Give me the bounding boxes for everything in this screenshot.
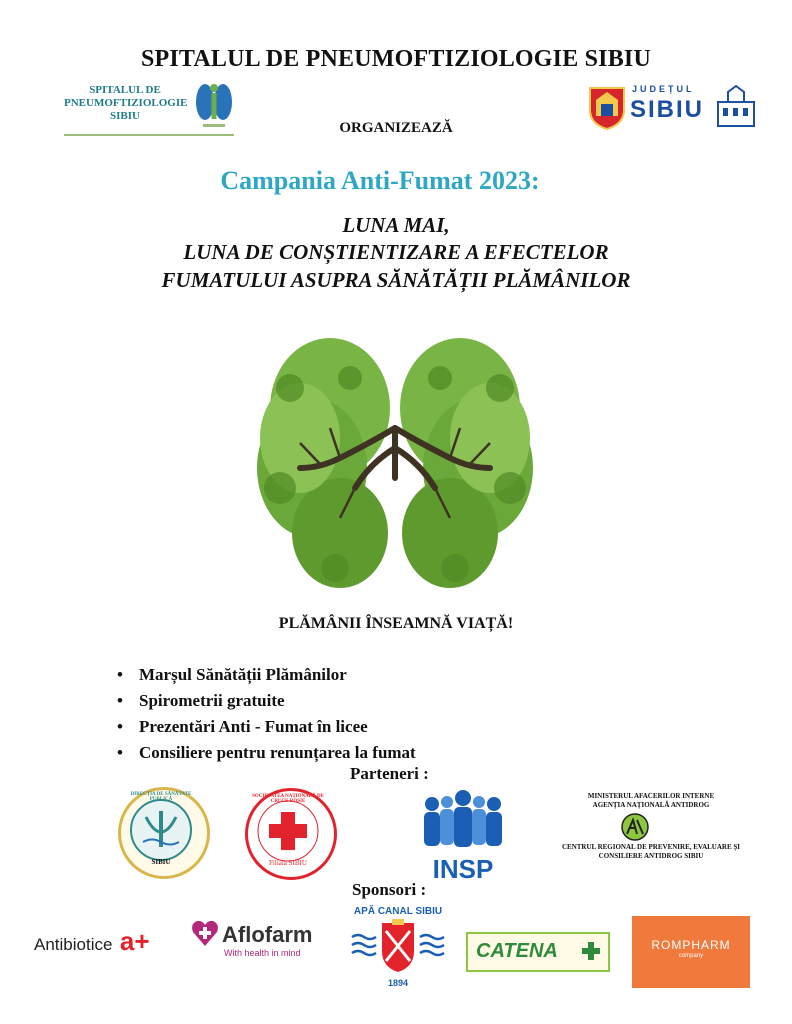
- apa-canal-sibiu-logo: APĂ CANAL SIBIU 1894: [348, 906, 448, 990]
- rompharm-logo: ROMPHARM company: [632, 916, 750, 988]
- ana-antidrog-logo: MINISTERUL AFACERILOR INTERNE AGENȚIA NAȚIONALĂ ANTIDROG CENTRUL REGIONAL DE PREVENIRE, EVALUARE ȘI CONSILIERE ANTIDROG SIBIU: [561, 792, 741, 860]
- list-item: • Consiliere pentru renunțarea la fumat: [117, 740, 416, 766]
- red-cross-sibiu-logo: SOCIETATEA NAȚIONALĂ DE CRUCE ROȘIE Filiala SIBIU: [245, 788, 337, 880]
- hospital-logo-text: SPITALUL DE PNEUMOFTIZIOLOGIE SIBIU: [64, 84, 188, 122]
- page-title: SPITALUL DE PNEUMOFTIZIOLOGIE SIBIU: [140, 46, 651, 72]
- campaign-theme-line-3: FUMATULUI ASUPRA SĂNĂTĂȚII PLĂMÂNILOR: [161, 268, 631, 292]
- insp-logo: INSP: [418, 790, 508, 880]
- people-group-icon: [418, 790, 508, 850]
- county-logo-line2: SIBIU: [630, 96, 705, 123]
- campaign-theme-line-2: LUNA DE CONȘTIENTIZARE A EFECTELOR: [183, 240, 609, 264]
- dsp-sibiu-logo: DIRECȚIA DE SĂNĂTATE PUBLICĂ SIBIU: [118, 787, 210, 879]
- bullet-icon: •: [117, 691, 123, 710]
- bullet-icon: •: [117, 743, 123, 762]
- catena-logo: CATENA: [466, 932, 610, 972]
- campaign-theme-line-1: LUNA MAI,: [342, 213, 450, 237]
- list-item: • Marșul Sănătății Plămânilor: [117, 662, 416, 688]
- list-item: • Prezentări Anti - Fumat în licee: [117, 714, 416, 740]
- antibiotice-logo: Antibiotice a+: [34, 926, 150, 956]
- bullet-icon: •: [117, 665, 123, 684]
- county-logo-line1: JUDEȚUL: [632, 84, 695, 94]
- list-item: • Spirometrii gratuite: [117, 688, 416, 714]
- aflofarm-heart-icon: [190, 918, 220, 948]
- campaign-title: Campania Anti-Fumat 2023:: [220, 166, 540, 195]
- bullet-icon: •: [117, 717, 123, 736]
- aflofarm-logo: Aflofarm With health in mind: [190, 916, 330, 960]
- slogan: PLĂMÂNII ÎNSEAMNĂ VIAȚĂ!: [278, 615, 514, 632]
- ana-emblem-icon: [620, 812, 650, 842]
- organizer-text: ORGANIZEAZĂ: [339, 120, 453, 136]
- tree-lungs-illustration: [240, 318, 550, 598]
- activities-list: [117, 662, 416, 766]
- apa-canal-crest-icon: [348, 917, 448, 973]
- catena-cross-icon: [580, 940, 602, 962]
